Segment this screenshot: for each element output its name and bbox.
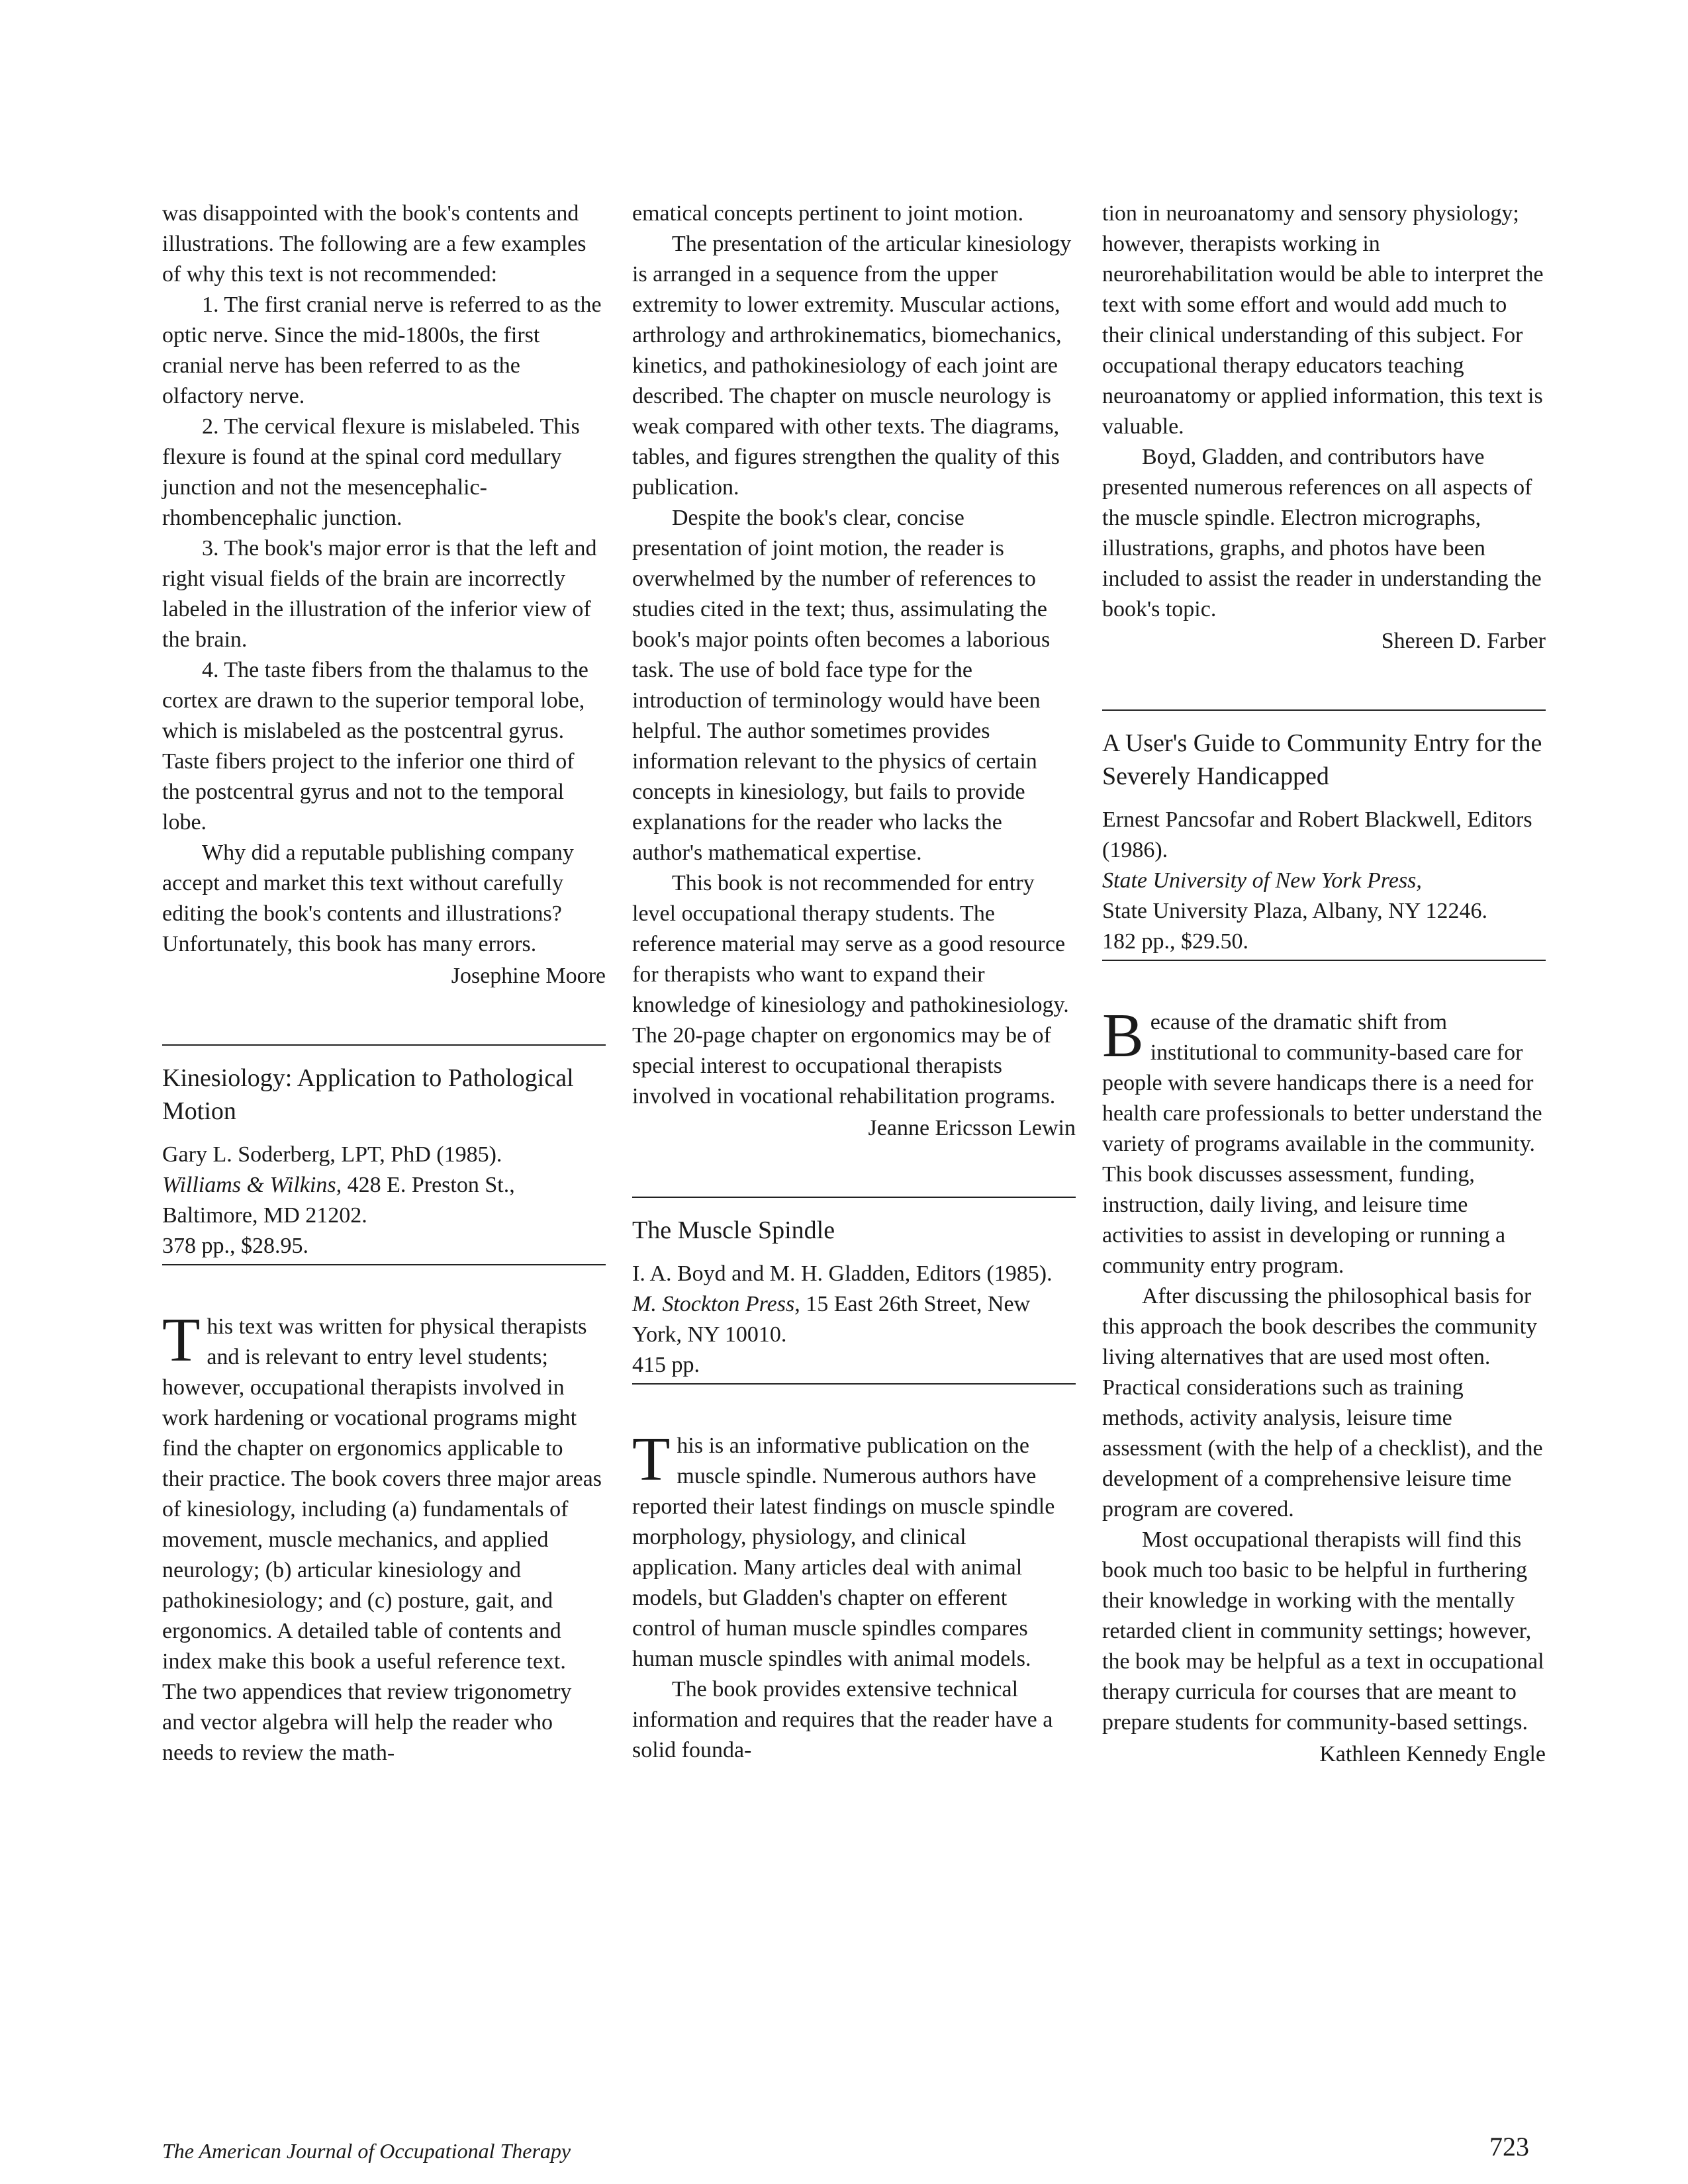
bibliographic-info: [632, 1259, 1076, 1385]
review-paragraph: The presentation of the articular kinesiology is arranged in a sequence from the upper extremity to lower extremity. Muscular actions, arthrology and arthrokinematics, biomechanics, kinetics, and pathokinesiology of each joint are described. The chapter on muscle neurology is weak compared with other texts. The diagrams, tables, and figures strengthen the quality of this publication.: [632, 232, 1072, 500]
review-paragraph: After discussing the philosophical basis for this approach the book describes the community living alternatives that are used most often. Practical considerations such as training methods, activity analysis, leisure time assessment (with the help of a checklist), and the development of a comprehensive leisure time program are covered.: [1102, 1284, 1543, 1522]
book-publisher: Williams & Wilkins,: [162, 1173, 342, 1197]
book-address: 15 East 26th Street, New York, NY 10010.: [632, 1292, 1031, 1347]
bibliographic-info: [162, 1140, 606, 1265]
review-paragraph: tion in neuroanatomy and sensory physiology; however, therapists working in neurorehabilitation would be able to interpret the text with some effort and would add much to their clinical understanding of this subject. For occupational therapy educators teaching neuroanatomy or applied information, this text is valuable.: [1102, 201, 1544, 439]
review-section-kinesiology: [162, 1044, 606, 1768]
book-author: I. A. Boyd and M. H. Gladden, Editors (1985).: [632, 1261, 1053, 1286]
review-paragraph: ematical concepts pertinent to joint motion.: [632, 201, 1024, 226]
list-item: 1. The first cranial nerve is referred to as the optic nerve. Since the mid-1800s, the first cranial nerve has been referred to as the olfactory nerve.: [162, 293, 602, 408]
review-section-muscle-spindle: [632, 1197, 1076, 1766]
price-rule: [1102, 927, 1546, 961]
price-rule: [632, 1350, 1076, 1385]
page-number: 723: [1489, 2132, 1529, 2161]
book-author: Gary L. Soderberg, LPT, PhD (1985).: [162, 1142, 502, 1167]
book-address: State University Plaza, Albany, NY 12246.: [1102, 899, 1488, 923]
review-paragraph: This book is not recommended for entry level occupational therapy students. The reference material may serve as a good resource for therapists who want to expand their knowledge of kinesiology and pathokinesiology. The 20-page chapter on ergonomics may be of special interest to occupational therapists involved in vocational rehabilitation programs.: [632, 871, 1069, 1109]
review-paragraph: Boyd, Gladden, and contributors have presented numerous references on all aspects of the muscle spindle. Electron micrographs, illustrations, graphs, and photos have been included to assist the reader in understanding the book's topic.: [1102, 445, 1542, 621]
reviewer-signature: Jeanne Ericsson Lewin: [868, 1116, 1076, 1140]
journal-name: The American Journal of Occupational Therapy: [162, 2139, 571, 2163]
book-author: Ernest Pancsofar and Robert Blackwell, Editors (1986).: [1102, 807, 1532, 862]
review-paragraph: The book provides extensive technical information and requires that the reader have a solid founda-: [632, 1677, 1053, 1762]
bibliographic-info: [1102, 805, 1546, 961]
review-section-community-entry: [1102, 709, 1546, 1770]
review-paragraph: Why did a reputable publishing company accept and market this text without carefully editing the book's contents and illustrations? Unfortunately, this book has many errors.: [162, 841, 574, 956]
drop-cap: T: [162, 1306, 201, 1375]
book-price: 182 pp., $29.50.: [1102, 929, 1248, 954]
review-paragraph: was disappointed with the book's contents and illustrations. The following are a few examples of why this text is not recommended:: [162, 201, 586, 287]
drop-cap: B: [1102, 1001, 1144, 1070]
reviewer-signature: Kathleen Kennedy Engle: [1319, 1742, 1546, 1766]
book-publisher: State University of New York Press,: [1102, 868, 1422, 893]
review-paragraph: Most occupational therapists will find this book much too basic to be helpful in furthering their knowledge in working with the mentally retarded client in community settings; however, the book may be helpful as a text in occupational therapy curricula for courses that are meant to prepare students for community-based settings.: [1102, 1527, 1544, 1735]
review-paragraph: Despite the book's clear, concise presentation of joint motion, the reader is overwhelmed by the number of references to studies cited in the text; thus, assimulating the book's major points often becomes a laborious task. The use of bold face type for the introduction of terminology would have been helpful. The author sometimes provides information relevant to the physics of certain concepts in kinesiology, but fails to provide explanations for the reader who lacks the author's mathematical expertise.: [632, 506, 1051, 865]
list-item: 4. The taste fibers from the thalamus to the cortex are drawn to the superior temporal lobe, which is mislabeled as the postcentral gyrus. Taste fibers project to the inferior one third of the postcentral gyrus and not to the temporal lobe.: [162, 658, 588, 835]
list-item: 3. The book's major error is that the left and right visual fields of the brain are incorrectly labeled in the illustration of the inferior view of the brain.: [162, 536, 597, 652]
column-2: [632, 199, 1076, 1766]
column-1: [162, 199, 606, 1768]
book-publisher: M. Stockton Press,: [632, 1292, 800, 1316]
book-title: The Muscle Spindle: [632, 1216, 835, 1244]
book-title: Kinesiology: Application to Pathological Motion: [162, 1064, 574, 1125]
drop-cap: T: [632, 1425, 671, 1494]
book-price: 378 pp., $28.95.: [162, 1234, 308, 1258]
reviewer-signature: Shereen D. Farber: [1381, 629, 1546, 653]
column-3: [1102, 199, 1546, 1770]
review-paragraph: Because of the dramatic shift from institutional to community-based care for people with severe handicaps there is a need for health care professionals to better understand the variety of programs available in the community. This book discusses assessment, funding, instruction, daily living, and leisure time activities to assist in developing or running a community entry program.: [1102, 1001, 1542, 1278]
reviewer-signature: Josephine Moore: [451, 964, 606, 988]
price-rule: [162, 1231, 606, 1265]
book-price: 415 pp.: [632, 1353, 700, 1377]
list-item: 2. The cervical flexure is mislabeled. This flexure is found at the spinal cord medullary junction and not the mesencephalic-rhombencephalic junction.: [162, 414, 580, 530]
book-title: A User's Guide to Community Entry for the Severely Handicapped: [1102, 729, 1542, 790]
review-paragraph: This is an informative publication on the muscle spindle. Numerous authors have reported their latest findings on muscle spindle morphology, physiology, and clinical application. Many articles deal with animal models, but Gladden's chapter on efferent control of human muscle spindles compares human muscle spindles with animal models.: [632, 1425, 1055, 1671]
review-paragraph: This text was written for physical therapists and is relevant to entry level students; however, occupational therapists involved in work hardening or vocational programs might find the chapter on ergonomics applicable to their practice. The book covers three major areas of kinesiology, including (a) fundamentals of movement, muscle mechanics, and applied neurology; (b) articular kinesiology and pathokinesiology; and (c) posture, gait, and ergonomics. A detailed table of contents and index make this book a useful reference text. The two appendices that review trigonometry and vector algebra will help the reader who needs to review the math-: [162, 1306, 602, 1765]
book-address: 428 E. Preston St., Baltimore, MD 21202.: [162, 1173, 515, 1228]
